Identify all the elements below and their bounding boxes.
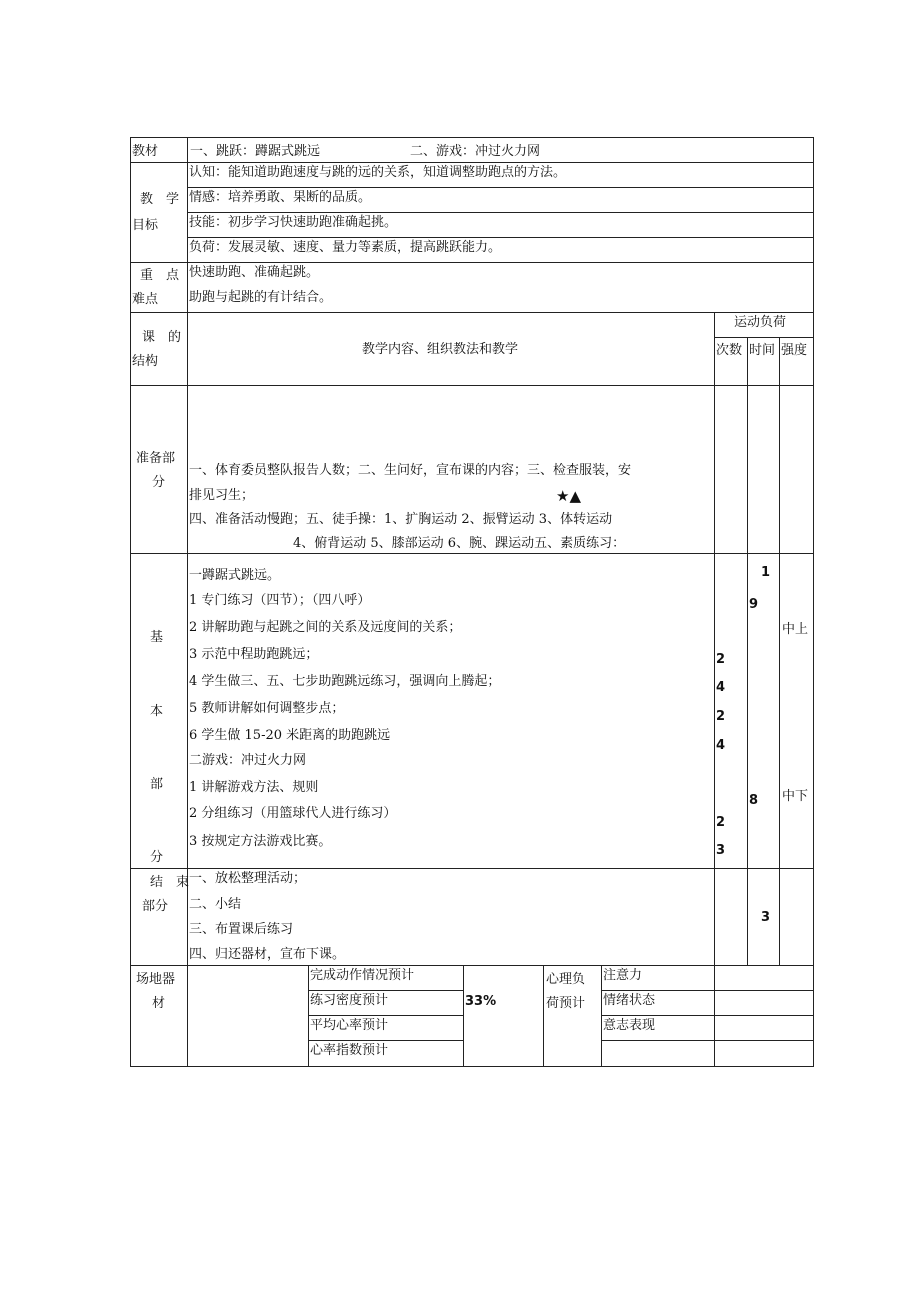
main-label-char-3: 部 — [150, 777, 164, 792]
intensity-value: 中上 — [782, 622, 809, 637]
prep-line-2: 排见习生； — [189, 488, 255, 503]
objective-emotion: 情感：培养勇敢、果断的品质。 — [189, 190, 372, 205]
main-line: 1 讲解游戏方法、规则 — [189, 780, 319, 795]
prep-line-4: 4、俯背运动 5、膝部运动 6、腕、踝运动五、素质练习： — [293, 536, 626, 551]
prep-label-2: 分 — [152, 475, 166, 490]
psych-item: 意志表现 — [603, 1018, 656, 1033]
count-digit: 2 — [716, 815, 726, 830]
time-digit: 1 — [761, 565, 771, 580]
main-line: 一蹲踞式跳远。 — [189, 568, 281, 583]
key-points-label-1: 重 点 — [140, 268, 180, 283]
time-header: 时间 — [749, 343, 776, 358]
metric-label: 练习密度预计 — [310, 993, 389, 1008]
objectives-label-1: 教 学 — [140, 192, 180, 207]
material-item-2: 二、游戏：冲过火力网 — [410, 144, 541, 159]
end-line: 三、布置课后练习 — [189, 922, 294, 937]
psych-load-label-2: 荷预计 — [546, 996, 586, 1011]
end-label-2: 部分 — [142, 899, 169, 914]
content-header: 教学内容、组织教法和教学 — [362, 342, 519, 357]
time-digit: 9 — [749, 597, 759, 612]
count-header: 次数 — [716, 343, 743, 358]
end-time-value: 3 — [761, 910, 771, 925]
objectives-label-2: 目标 — [132, 218, 159, 233]
count-digit: 4 — [716, 680, 726, 695]
material-item-1: 一、跳跃：蹲踞式跳远 — [190, 144, 321, 159]
prep-label-1: 准备部 — [136, 451, 176, 466]
time-digit: 8 — [749, 793, 759, 808]
end-label-1: 结 束 — [150, 875, 190, 890]
main-line: 2 分组练习（用篮球代人进行练习） — [189, 806, 397, 821]
objective-skill: 技能：初步学习快速助跑准确起挑。 — [189, 215, 398, 230]
objective-cognition: 认知：能知道助跑速度与跳的远的关系，知道调整助跑点的方法。 — [189, 165, 567, 180]
structure-label-2: 结构 — [132, 354, 159, 369]
material-label: 教材 — [132, 144, 159, 159]
main-line: 4 学生做三、五、七步助跑跳远练习，强调向上腾起； — [189, 674, 501, 689]
main-label-char-1: 基 — [150, 630, 164, 645]
load-header: 运动负荷 — [734, 315, 787, 330]
count-digit: 3 — [716, 843, 726, 858]
metric-label: 心率指数预计 — [310, 1043, 389, 1058]
prep-line-3: 四、准备活动慢跑；五、徒手操：1、扩胸运动 2、振臂运动 3、体转运动 — [189, 512, 613, 527]
prep-line-1: 一、体育委员整队报告人数；二、生问好，宣布课的内容；三、检查服装，安 — [189, 463, 632, 478]
psych-item: 注意力 — [603, 968, 643, 983]
intensity-value: 中下 — [782, 789, 809, 804]
main-line: 2 讲解助跑与起跳之间的关系及远度间的关系； — [189, 620, 462, 635]
main-line: 1 专门练习（四节）；（四八呼） — [189, 593, 371, 608]
main-line: 5 教师讲解如何调整步点； — [189, 701, 345, 716]
psych-item: 情绪状态 — [603, 993, 656, 1008]
objective-load: 负荷：发展灵敏、速度、量力等素质，提高跳跃能力。 — [189, 240, 502, 255]
venue-label-2: 材 — [152, 996, 166, 1011]
main-line: 3 示范中程助跑跳远； — [189, 647, 319, 662]
star-triangle-symbols: ★▲ — [556, 487, 581, 505]
key-point-1: 快速助跑、准确起跳。 — [189, 265, 320, 280]
venue-label-1: 场地器 — [136, 972, 176, 987]
metric-label: 平均心率预计 — [310, 1018, 389, 1033]
key-points-label-2: 难点 — [132, 292, 159, 307]
metric-label: 完成动作情况预计 — [310, 968, 415, 983]
density-value: 33% — [465, 994, 497, 1009]
count-digit: 4 — [716, 738, 726, 753]
structure-label-1: 课 的 — [142, 330, 182, 345]
count-digit: 2 — [716, 652, 726, 667]
main-label-char-2: 本 — [150, 704, 164, 719]
main-line: 二游戏：冲过火力网 — [189, 753, 307, 768]
main-line: 3 按规定方法游戏比赛。 — [189, 834, 332, 849]
intensity-header: 强度 — [781, 343, 808, 358]
end-line: 一、放松整理活动； — [189, 871, 307, 886]
end-line: 四、归还器材，宣布下课。 — [189, 947, 346, 962]
main-line: 6 学生做 15-20 米距离的助跑跳远 — [189, 728, 391, 743]
key-point-2: 助跑与起跳的有计结合。 — [189, 290, 333, 305]
count-digit: 2 — [716, 709, 726, 724]
main-label-char-4: 分 — [150, 850, 164, 865]
psych-load-label-1: 心理负 — [546, 972, 586, 987]
end-line: 二、小结 — [189, 897, 242, 912]
